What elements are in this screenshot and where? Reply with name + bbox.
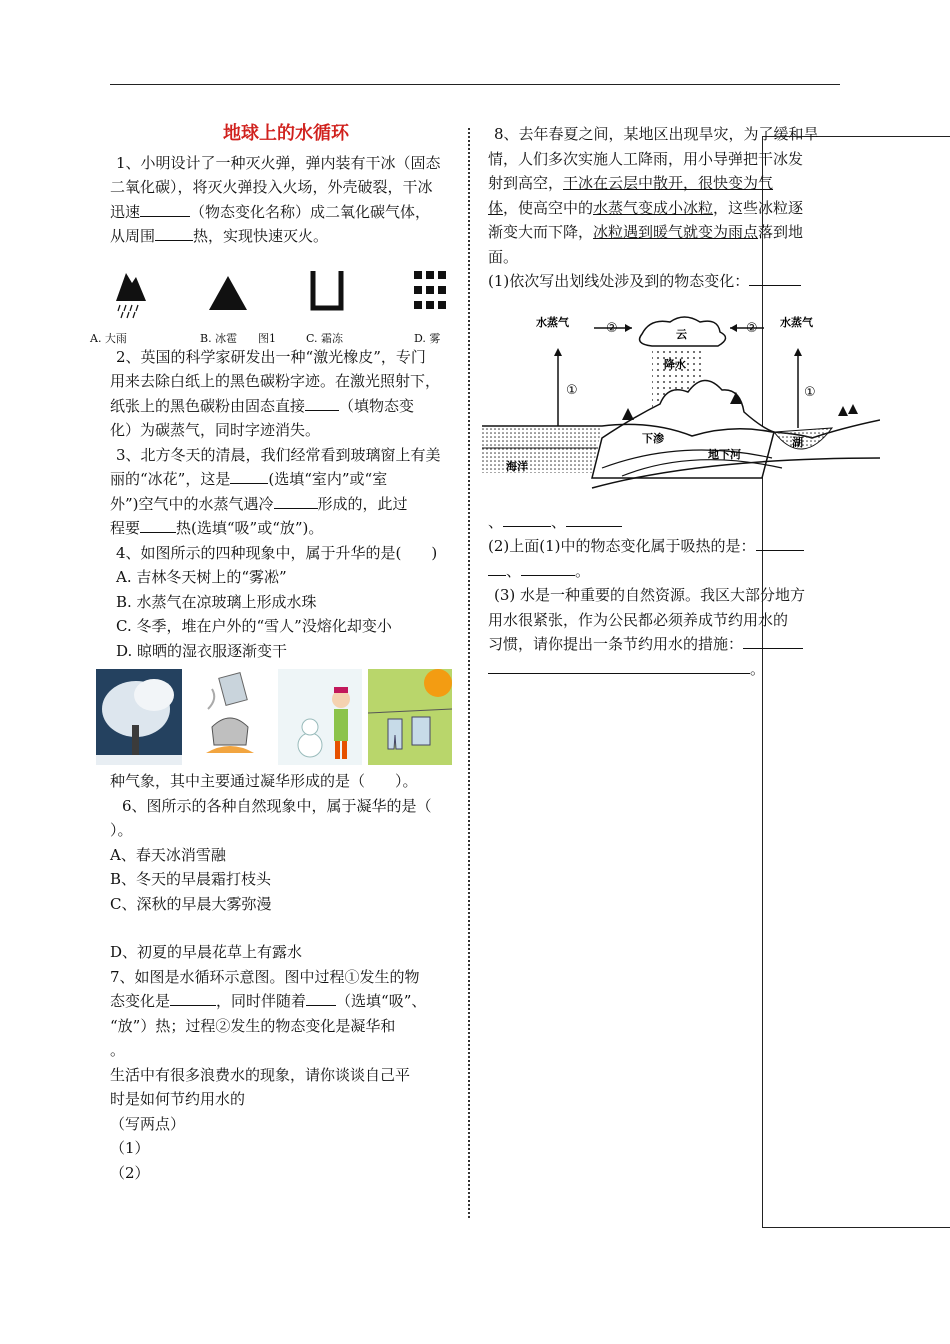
q4-photos xyxy=(96,669,462,769)
label-cloud: 云 xyxy=(676,327,687,341)
s3-line4: 。 xyxy=(488,657,840,682)
r-q8-line3: 射到高空，干冰在云层中散开，很快变为气 xyxy=(488,174,774,192)
page-title: 地球上的水循环 xyxy=(223,123,349,144)
kettle-glass-photo xyxy=(188,669,272,765)
q8-line3: （写两点） xyxy=(110,1114,186,1133)
q4-option-a: A. 吉林冬天树上的“雾凇” xyxy=(116,568,287,586)
q7-blank1[interactable] xyxy=(170,991,216,1006)
label-vapor-right: 水蒸气 xyxy=(780,315,813,329)
q7-line3: “放”）热；过程②发生的物态变化是凝华和 xyxy=(110,1016,396,1035)
label-process2-left: ② xyxy=(606,320,618,336)
q3-blank3[interactable] xyxy=(140,518,176,533)
s1-line1: (1)依次写出划线处涉及到的物态变化： xyxy=(488,269,840,294)
label-seep: 下渗 xyxy=(642,431,664,445)
label-underground: 地下河 xyxy=(708,447,741,461)
q7-line2: 态变化是 ，同时伴随着 （选填“吸”、 xyxy=(110,992,427,1010)
spacer xyxy=(110,916,462,940)
q2-line1: 2、英国的科学家研发出一种“激光橡皮”，专门 xyxy=(116,347,426,366)
fig1-label-d: D. 雾 xyxy=(414,331,441,345)
q1-blank1[interactable] xyxy=(140,202,190,217)
left-column xyxy=(90,122,462,1185)
q2-line2: 用来去除白纸上的黑色碳粉字迹。在激光照射下， xyxy=(110,372,441,390)
q7-line1: 7、如图是水循环示意图。图中过程①发生的物 xyxy=(110,967,420,986)
q7-line4: 。 xyxy=(110,1041,126,1059)
q2-blank[interactable] xyxy=(305,396,339,411)
label-vapor-left: 水蒸气 xyxy=(536,315,569,329)
s1-line2: 、 、 xyxy=(488,510,840,535)
fig1-label-b: B. 冰雹 xyxy=(200,331,238,345)
figure1 xyxy=(90,267,462,345)
s1-blank2[interactable] xyxy=(566,512,622,527)
fig1-label-c: C. 霜冻 xyxy=(306,331,344,345)
s3-blank2[interactable] xyxy=(488,659,750,674)
q4-line1: 4、如图所示的四种现象中，属于升华的是( ) xyxy=(116,543,438,562)
q6-option-a: A、春天冰消雪融 xyxy=(110,845,226,864)
q4-option-c: C. 冬季，堆在户外的“雪人”没熔化却变小 xyxy=(116,617,392,635)
s1-blank1[interactable] xyxy=(503,512,551,527)
label-process1-left: ① xyxy=(566,382,578,398)
q1-line2: 二氧化碳），将灭火弹投入火场，外壳破裂，干冰 xyxy=(110,178,433,196)
q3-line2: 丽的“冰花”，这是 (选填“室内”或“室 xyxy=(110,470,388,488)
q1-line4: 从周围 热，实现快速灭火。 xyxy=(110,227,329,245)
snowman-photo xyxy=(278,669,362,765)
q6-option-c: C、深秋的早晨大雾弥漫 xyxy=(110,894,272,913)
fig1-label-a: A. 大雨 xyxy=(90,331,127,345)
q3-line3: 外”)空气中的水蒸气遇冷 形成的，此过 xyxy=(110,494,408,513)
q1-line1: 1、小明设计了一种灭火弹，弹内装有干冰（固态 xyxy=(116,153,441,172)
s1-blank0[interactable] xyxy=(749,271,801,286)
rime-tree-photo xyxy=(96,669,182,765)
label-rain: 降水 xyxy=(664,357,686,371)
drying-clothes-photo xyxy=(368,669,452,765)
frost-u-icon xyxy=(310,271,344,311)
s2-blank3[interactable] xyxy=(521,561,575,576)
heavy-rain-icon xyxy=(110,267,150,319)
q6-option-b: B、冬天的早晨霜打枝头 xyxy=(110,870,272,888)
header-rule xyxy=(110,84,840,85)
q8-line1: 生活中有很多浪费水的现象，请你谈谈自己平 xyxy=(110,1065,411,1084)
q3-blank2[interactable] xyxy=(274,494,318,509)
hail-triangle-icon xyxy=(208,275,248,311)
s2-blank1[interactable] xyxy=(756,536,804,551)
label-process1-right: ① xyxy=(804,384,816,400)
s3-line3: 习惯，请你提出一条节约用水的措施： xyxy=(488,632,840,657)
s3-blank1[interactable] xyxy=(743,634,803,649)
s3-line1: (3) 水是一种重要的自然资源。我区大部分地方 xyxy=(494,586,806,604)
q1-line3: 迅速 （物态变化名称）成二氧化碳气体， xyxy=(110,202,431,221)
q6-option-d: D、初夏的早晨花草上有露水 xyxy=(110,943,303,961)
q6-line1: 6、图所示的各种自然现象中，属于凝华的是（ xyxy=(122,796,432,815)
q8-line2: 时是如何节约用水的 xyxy=(110,1090,246,1108)
q3-line4: 程要 热(选填“吸”或“放”)。 xyxy=(110,519,324,537)
q4-option-d: D. 晾晒的湿衣服逐渐变干 xyxy=(116,641,288,660)
s3-line2: 用水很紧张，作为公民都必须养成节约用水的 xyxy=(488,610,789,629)
fog-grid-icon xyxy=(414,271,446,311)
r-q8-line2: 情，人们多次实施人工降雨，用小导弹把干冰发 xyxy=(488,149,804,168)
q6-line2: ）。 xyxy=(110,821,133,839)
q1-blank2[interactable] xyxy=(155,226,193,241)
s2-line2: 、 。 xyxy=(488,559,840,584)
label-lake: 湖 xyxy=(792,435,803,449)
r-q8-line1: 8、去年春夏之间，某地区出现旱灾，为了缓和旱 xyxy=(494,125,819,143)
r-q8-line6: 面。 xyxy=(488,247,519,266)
r-q8-line5: 渐变大而下降，冰粒遇到暖气就变为雨点落到地 xyxy=(488,223,804,241)
q2-line4: 化）为碳蒸气，同时字迹消失。 xyxy=(110,421,321,439)
q5-line1: 种气象，其中主要通过凝华形成的是（ ）。 xyxy=(110,772,418,790)
q7-blank2[interactable] xyxy=(306,991,336,1006)
q3-blank1[interactable] xyxy=(230,469,268,484)
q2-line3: 纸张上的黑色碳粉由固态直接 （填物态变 xyxy=(110,396,415,415)
q3-line1: 3、北方冬天的清晨，我们经常看到玻璃窗上有美 xyxy=(116,445,441,464)
column-divider xyxy=(468,128,470,1218)
right-column xyxy=(488,122,840,681)
fig1-caption: 图1 xyxy=(258,331,276,345)
label-ocean: 海洋 xyxy=(506,459,528,473)
s2-blank2[interactable] xyxy=(488,561,506,576)
s2-line1: (2)上面(1)中的物态变化属于吸热的是： xyxy=(488,534,840,559)
q8-item2[interactable]: （2） xyxy=(110,1163,150,1182)
label-process2-right: ② xyxy=(746,320,758,336)
q4-option-b: B. 水蒸气在凉玻璃上形成水珠 xyxy=(116,592,317,611)
r-q8-line4: 体，使高空中的水蒸气变成小冰粒，这些冰粒逐 xyxy=(488,198,804,217)
water-cycle-diagram xyxy=(482,308,880,508)
q8-item1[interactable]: （1） xyxy=(110,1139,150,1157)
